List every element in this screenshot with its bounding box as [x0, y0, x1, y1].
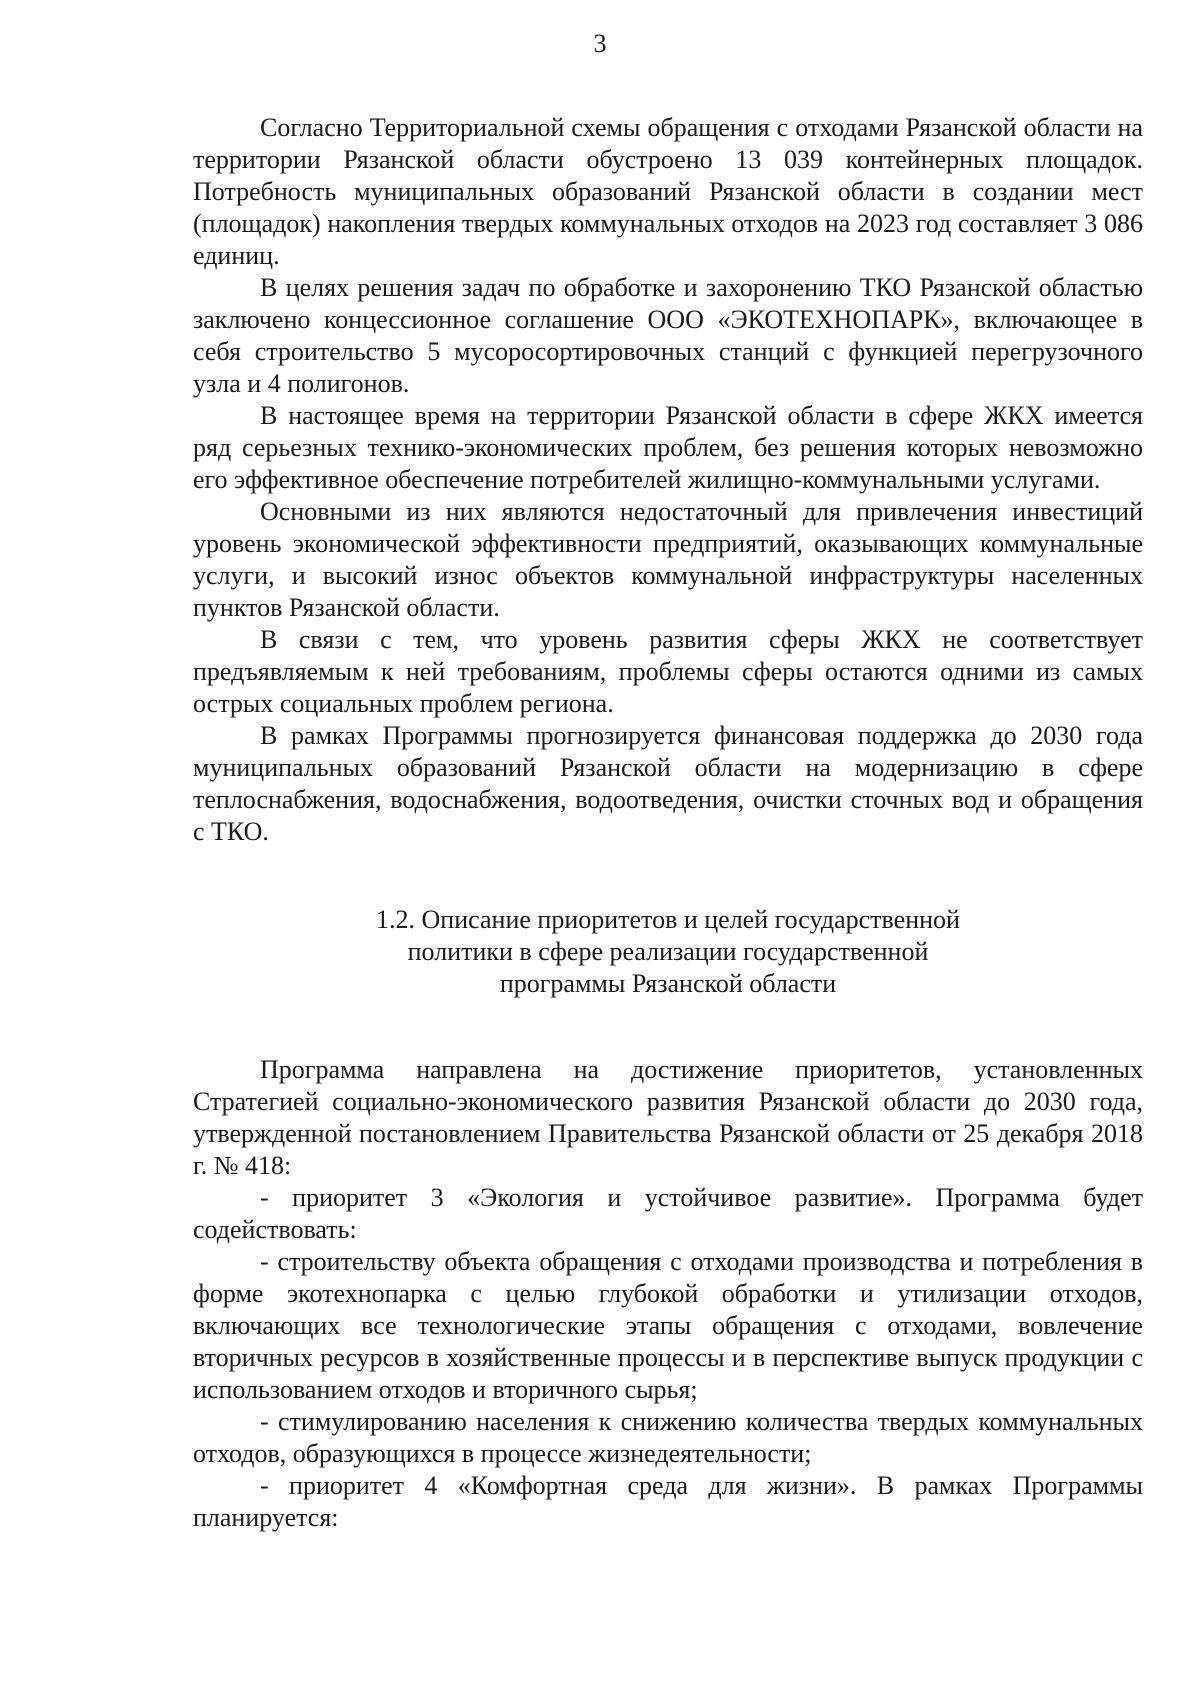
paragraph-concession-agreement: В целях решения задач по обработке и захоронению ТКО Рязанской областью заключено концессионное соглашение ООО «ЭКОТЕХНОПАРК», включающее в себя строительство 5 мусоросортировочных станций с функцией перегрузочного узла и 4 полигонов.	[193, 273, 1143, 398]
page-number: 3	[593, 29, 607, 58]
document-body	[193, 112, 1143, 1534]
section-heading	[193, 904, 1143, 1000]
paragraph-priority-3: - приоритет 3 «Экология и устойчивое развитие». Программа будет содействовать:	[193, 1183, 1143, 1244]
paragraph-ecotechnopark: - строительству объекта обращения с отходами производства и потребления в форме экотехнопарка с целью глубокой обработки и утилизации отходов, включающих все технологические этапы обращения с отходами, вовлечение вторичных ресурсов в хозяйственные процессы и в перспективе выпуск продукции с использованием отходов и вторичного сырья;	[193, 1247, 1143, 1404]
paragraph-main-problems: Основными из них являются недостаточный для привлечения инвестиций уровень экономической эффективности предприятий, оказывающих коммунальные услуги, и высокий износ объектов коммунальной инфраструктуры населенных пунктов Рязанской области.	[193, 497, 1143, 622]
paragraph-priority-4: - приоритет 4 «Комфортная среда для жизни». В рамках Программы планируется:	[193, 1471, 1143, 1532]
paragraph-financial-support: В рамках Программы прогнозируется финансовая поддержка до 2030 года муниципальных образований Рязанской области на модернизацию в сфере теплоснабжения, водоснабжения, водоотведения, очистки сточных вод и обращения с ТКО.	[193, 721, 1143, 846]
section-heading-line-2: политики в сфере реализации государственной	[407, 937, 929, 966]
section-heading-line-1: 1.2. Описание приоритетов и целей государственной	[376, 905, 960, 934]
paragraph-program-priorities: Программа направлена на достижение приоритетов, установленных Стратегией социально-экономического развития Рязанской области до 2030 года, утвержденной постановлением Правительства Рязанской области от 25 декабря 2018 г. № 418:	[193, 1055, 1143, 1180]
paragraph-housing-problems: В настоящее время на территории Рязанской области в сфере ЖКХ имеется ряд серьезных технико-экономических проблем, без решения которых невозможно его эффективное обеспечение потребителей жилищно-коммунальными услугами.	[193, 401, 1143, 494]
paragraph-development-level: В связи с тем, что уровень развития сферы ЖКХ не соответствует предъявляемым к ней требованиям, проблемы сферы остаются одними из самых острых социальных проблем региона.	[193, 625, 1143, 718]
paragraph-waste-reduction: - стимулированию населения к снижению количества твердых коммунальных отходов, образующихся в процессе жизнедеятельности;	[193, 1407, 1143, 1468]
paragraph-container-sites: Согласно Территориальной схемы обращения с отходами Рязанской области на территории Рязанской области обустроено 13 039 контейнерных площадок. Потребность муниципальных образований Рязанской области в создании мест (площадок) накопления твердых коммунальных отходов на 2023 год составляет 3 086 единиц.	[193, 113, 1143, 270]
section-heading-line-3: программы Рязанской области	[499, 969, 837, 998]
